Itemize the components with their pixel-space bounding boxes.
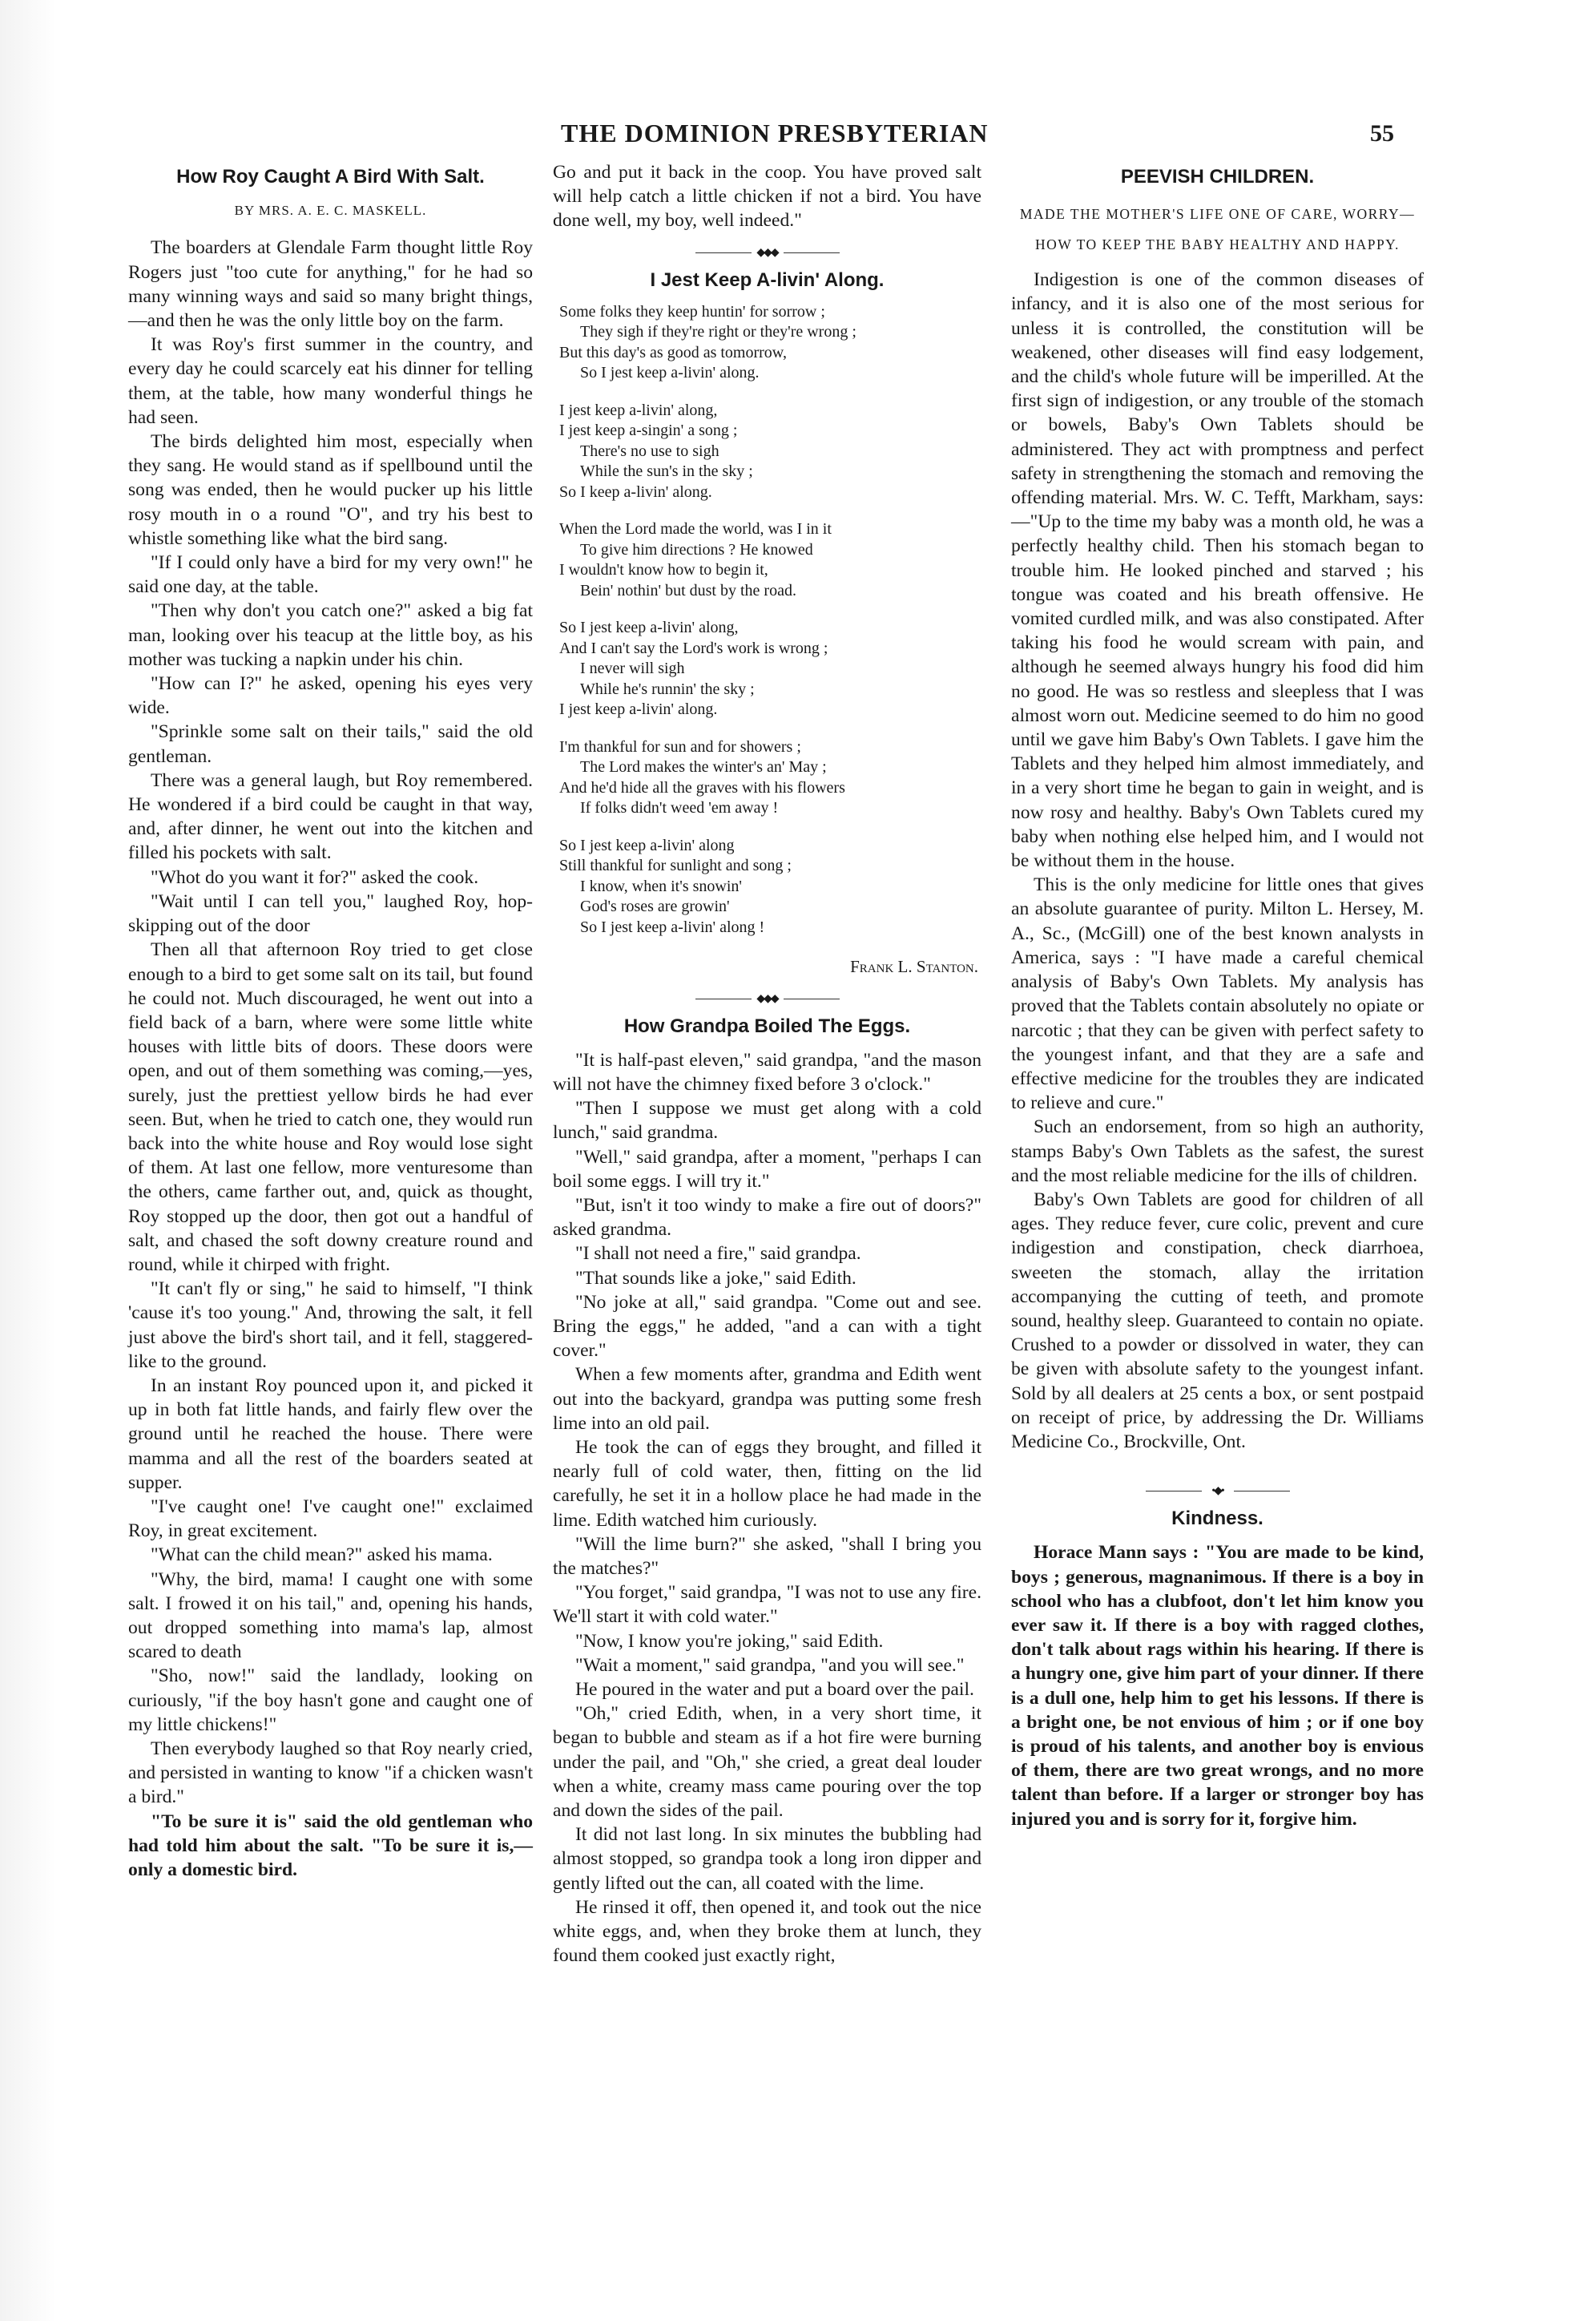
story-grandpa-paragraph: He took the can of eggs they brought, and filled it nearly full of cold water, then, fitting on the lid carefully, he set it in a hollow place he had made in the lime. Edith watched him curiously. <box>553 1436 981 1531</box>
story-roy-paragraph: "Wait until I can tell you," laughed Roy, hop-skipping out of the door <box>128 890 533 937</box>
poem-stanza <box>559 737 981 819</box>
story-grandpa-paragraph: "You forget," said grandpa, "I was not to use any fire. We'll start it with cold water." <box>553 1582 981 1628</box>
poem-stanza <box>559 618 981 721</box>
story-grandpa-title: How Grandpa Boiled The Eggs. <box>623 1015 911 1037</box>
poem-line: The Lord makes the winter's an' May ; <box>580 758 827 777</box>
story-roy-paragraph: The birds delighted him most, especially when they sang. He would stand as if spellbound until the song was ended, then he would pucker up his little rosy mouth in o a round "O", and try his best to whistle something like what the bird sang. <box>128 431 533 549</box>
story-roy-paragraph: "It can't fly or sing," he said to himself, "I think 'cause it's too young." And, throwing the salt, it fell just above the bird's short tail, and it fell, staggered-like to the ground. <box>128 1278 533 1372</box>
section-divider: ◆◆◆ <box>553 994 981 1003</box>
story-roy-continued: Go and put it back in the coop. You have proved salt will help catch a little chicken if not a bird. You have done well, my boy, well indeed." <box>553 162 981 232</box>
poem-line: But this day's as good as tomorrow, <box>559 343 787 361</box>
poem-stanza <box>559 302 981 384</box>
story-roy-paragraph: In an instant Roy pounced upon it, and picked it up in both fat little hands, and fairly flew over the ground until he reached the house. There were mamma and all the rest of the boarders seated at supper. <box>128 1374 533 1493</box>
story-roy-paragraph: "Then why don't you catch one?" asked a big fat man, looking over his teacup at the little boy, as his mother was tucking a napkin under his chin. <box>128 600 533 670</box>
story-grandpa-paragraph: When a few moments after, grandma and Edith went out into the backyard, grandpa was putting some fresh lime into an old pail. <box>553 1364 981 1434</box>
poem-line: I'm thankful for sun and for showers ; <box>559 737 801 756</box>
story-roy-paragraph: "Sprinkle some salt on their tails," said the old gentleman. <box>128 721 533 767</box>
story-grandpa-paragraph: "I shall not need a fire," said grandpa. <box>575 1243 861 1265</box>
story-roy-paragraph: The boarders at Glendale Farm thought little Roy Rogers just "too cute for anything," for he had so many winning ways and said so many bright things,—and then he was the only little boy on the farm. <box>128 237 533 332</box>
story-grandpa-paragraph: He rinsed it off, then opened it, and took out the nice white eggs, and, when they broke them at lunch, they found them cooked just exactly right, <box>553 1896 981 1967</box>
story-roy-paragraph: There was a general laugh, but Roy remembered. He wondered if a bird could be caught in that way, and, after dinner, he went out into the kitchen and filled his pockets with salt. <box>128 769 533 864</box>
poem-line: I never will sigh <box>580 660 685 678</box>
story-roy-paragraph: "If I could only have a bird for my very own!" he said one day, at the table. <box>128 552 533 598</box>
column-2 <box>553 160 981 1968</box>
poem-line: I jest keep a-livin' along, <box>559 401 718 419</box>
poem-line: And he'd hide all the graves with his flowers <box>559 778 845 797</box>
poem-line: While he's runnin' the sky ; <box>580 680 755 698</box>
story-grandpa-paragraph: "Oh," cried Edith, when, in a very short time, it began to bubble and steam as if a hot fire were burning under the pail, and "Oh," she cried, a great deal louder when a white, creamy mass came pouring over the top and down the sides of the pail. <box>553 1703 981 1822</box>
story-grandpa-paragraph: "It is half-past eleven," said grandpa, "and the mason will not have the chimney fixed before 3 o'clock." <box>553 1049 981 1095</box>
poem-line: I jest keep a-livin' along. <box>559 700 718 719</box>
story-roy-title: How Roy Caught A Bird With Salt. <box>176 166 485 188</box>
story-grandpa-paragraph: "Wait a moment," said grandpa, "and you will see." <box>575 1654 965 1676</box>
poem-line: God's roses are growin' <box>580 898 730 916</box>
story-roy-paragraph: Then all that afternoon Roy tried to get close enough to a bird to get some salt on its tail, but found he could not. Much discouraged, he went out into a field back of a barn, where were some little white houses with little bits of doors. These doors were open, and out of them something was coming,—yes, surely, just the prettiest yellow birds he had ever seen. But, when he tried to catch one, they would run back into the white house and Roy would lose sight of them. At last one fellow, more venturesome than the others, came farther out, and, quick as thought, Roy stopped up the door, then got out a handful of salt, and chased the soft downy creature round and round, while it chirped with fright. <box>128 939 533 1275</box>
poem-attribution: Frank L. Stanton. <box>850 957 978 977</box>
kindness-paragraph: Horace Mann says : "You are made to be kind, boys ; generous, magnanimous. If there is a boy in school who has a clubfoot, don't let him know you ever saw it. If there is a boy with ragged clothes, don't talk about rags within his hearing. If there is a hungry one, give him part of your dinner. If there is a dull one, help him to get his lessons. If there is a bright one, be not envious of him ; or if one boy is proud of his talents, and another boy is envious of them, there are two great wrongs, and no more talent than before. If a larger or stronger boy has injured you and is sorry for it, forgive him. <box>1011 1542 1424 1830</box>
ad-peevish-paragraph: Indigestion is one of the common diseases of infancy, and it is also one of the most serious for unless it is controlled, the constitution will be weakened, other diseases will find easy lodgement, and the child's whole future will be imperilled. At the first sign of indigestion, or any trouble of the stomach or bowels, Baby's Own Tablets should be administered. They act with promptness and perfect safety in strengthening the stomach and removing the offending material. Mrs. W. C. Tefft, Markham, says: —"Up to the time my baby was a month old, he was a perfectly healthy child. Then his stomach began to trouble him. He looked pinched and starved ; his tongue was coated and his breath offensive. He vomited curdled milk, and was also constipated. After taking his food he would scream with pain, and although he seemed always hungry his food did him no good. He was so restless and sleepless that I was almost worn out. Medicine seemed to do him no good until we gave him Baby's Own Tablets. I gave him the Tablets and they helped him almost immediately, and in a very short time he began to gain in weight, and is now rosy and healthy. Baby's Own Tablets cured my baby when nothing else helped him, and I would not be without them in the house. <box>1011 269 1424 872</box>
poem-line: And I can't say the Lord's work is wrong ; <box>559 639 828 657</box>
column-3 <box>1011 160 1424 1831</box>
poem-line: While the sun's in the sky ; <box>580 462 753 481</box>
poem-line: So I jest keep a-livin' along <box>559 836 735 854</box>
poem-line: So I jest keep a-livin' along ! <box>580 918 765 936</box>
poem-line: So I keep a-livin' along. <box>559 482 712 501</box>
story-roy-paragraph: "Sho, now!" said the landlady, looking on curiously, "if the boy hasn't gone and caught one of my little chickens!" <box>128 1665 533 1735</box>
story-grandpa-paragraph: It did not last long. In six minutes the bubbling had almost stopped, so grandpa took a long iron dipper and gently lifted out the can, all coated with the lime. <box>553 1824 981 1894</box>
section-divider: •◆• <box>1011 1486 1424 1496</box>
story-roy-paragraph: "What can the child mean?" asked his mama. <box>151 1544 493 1566</box>
story-grandpa-paragraph: "Then I suppose we must get along with a cold lunch," said grandma. <box>553 1098 981 1144</box>
story-roy-paragraph: "How can I?" he asked, opening his eyes very wide. <box>128 673 533 719</box>
kindness-title: Kindness. <box>1171 1508 1264 1530</box>
poem-line: Bein' nothin' but dust by the road. <box>580 581 796 599</box>
ad-peevish-paragraph: This is the only medicine for little ones that gives an absolute guarantee of purity. Milton L. Hersey, M. A., Sc., (McGill) one of the best known analysts in America, says : "I have made a careful chemical analysis of Baby's Own Tablets. My analysis has proved that the Tablets contain absolutely no opiate or narcotic ; that they can be given with perfect safety to the youngest infant, and that they are a safe and effective medicine for the troubles they are indicated to relieve and cure." <box>1011 874 1424 1114</box>
page-number: 55 <box>1370 120 1394 147</box>
story-grandpa-paragraph: "Will the lime burn?" she asked, "shall I bring you the matches?" <box>553 1533 981 1579</box>
ad-peevish-paragraph: Baby's Own Tablets are good for children of all ages. They reduce fever, cure colic, prevent and cure indigestion and constipation, check diarrhoea, sweeten the stomach, allay the irritation accompanying the cutting of teeth, and promote sound, healthy sleep. Guaranteed to contain no opiate. Crushed to a powder or dissolved in water, they can be given with absolute safety to the youngest infant. Sold by all dealers at 25 cents a box, or sent postpaid on receipt of price, by addressing the Dr. Williams Medicine Co., Brockville, Ont. <box>1011 1189 1424 1452</box>
poem-line: I jest keep a-singin' a song ; <box>559 422 738 440</box>
story-grandpa-paragraph: He poured in the water and put a board over the pail. <box>575 1679 974 1700</box>
poem-line: Some folks they keep huntin' for sorrow ; <box>559 302 825 321</box>
poem-stanza <box>559 836 981 938</box>
page-header <box>561 119 1402 148</box>
poem-line: So I jest keep a-livin' along, <box>559 619 739 637</box>
column-1 <box>128 160 533 1882</box>
ad-peevish-paragraph: Such an endorsement, from so high an authority, stamps Baby's Own Tablets as the safest, the surest and the most reliable medicine for the ills of children. <box>1011 1116 1424 1186</box>
section-divider: ◆◆◆ <box>553 248 981 257</box>
ad-peevish-subhead: MADE THE MOTHER'S LIFE ONE OF CARE, WORRY—HOW TO KEEP THE BABY HEALTHY AND HAPPY. <box>1019 206 1416 253</box>
journal-title: THE DOMINION PRESBYTERIAN <box>561 119 989 147</box>
story-roy-paragraph: "I've caught one! I've caught one!" exclaimed Roy, in great excitement. <box>128 1496 533 1542</box>
story-grandpa-paragraph: "But, isn't it too windy to make a fire out of doors?" asked grandma. <box>553 1194 981 1241</box>
poem-body <box>553 302 981 938</box>
story-roy-paragraph: Then everybody laughed so that Roy nearly cried, and persisted in wanting to know "if a chicken wasn't a bird." <box>128 1738 533 1808</box>
story-roy-paragraph: It was Roy's first summer in the country, and every day he could scarcely eat his dinner for telling them, at the table, how many wonderful things he had seen. <box>128 334 533 428</box>
poem-line: So I jest keep a-livin' along. <box>580 364 760 382</box>
story-grandpa-paragraph: "No joke at all," said grandpa. "Come out and see. Bring the eggs," he added, "and a can with a tight cover." <box>553 1291 981 1362</box>
poem-line: I wouldn't know how to begin it, <box>559 561 768 579</box>
story-roy-paragraph: "To be sure it is" said the old gentleman who had told him about the salt. "To be sure it is,—only a domestic bird. <box>128 1810 533 1881</box>
story-grandpa-paragraph: "Well," said grandpa, after a moment, "perhaps I can boil some eggs. I will try it." <box>553 1146 981 1192</box>
poem-line: To give him directions ? He knowed <box>580 540 813 559</box>
poem-stanza <box>559 401 981 503</box>
story-grandpa-paragraph: "Now, I know you're joking," said Edith. <box>575 1630 884 1652</box>
poem-stanza <box>559 519 981 601</box>
story-grandpa-paragraph: "That sounds like a joke," said Edith. <box>575 1267 856 1289</box>
poem-line: Still thankful for sunlight and song ; <box>559 857 792 875</box>
poem-line: There's no use to sigh <box>580 442 719 460</box>
poem-title: I Jest Keep A-livin' Along. <box>650 268 885 291</box>
poem-line: If folks didn't weed 'em away ! <box>580 799 779 817</box>
poem-line: They sigh if they're right or they're wrong ; <box>580 323 856 341</box>
story-roy-byline: BY MRS. A. E. C. MASKELL. <box>234 203 427 219</box>
ad-peevish-title: PEEVISH CHILDREN. <box>1120 166 1315 188</box>
poem-line: I know, when it's snowin' <box>580 877 743 895</box>
story-roy-paragraph: "Whot do you want it for?" asked the cook. <box>151 866 479 888</box>
poem-line: When the Lord made the world, was I in it <box>559 520 832 539</box>
story-roy-paragraph: "Why, the bird, mama! I caught one with some salt. I frowed it on his tail," and, opening his hands, out dropped something into mama's lap, almost scared to death <box>128 1568 533 1663</box>
